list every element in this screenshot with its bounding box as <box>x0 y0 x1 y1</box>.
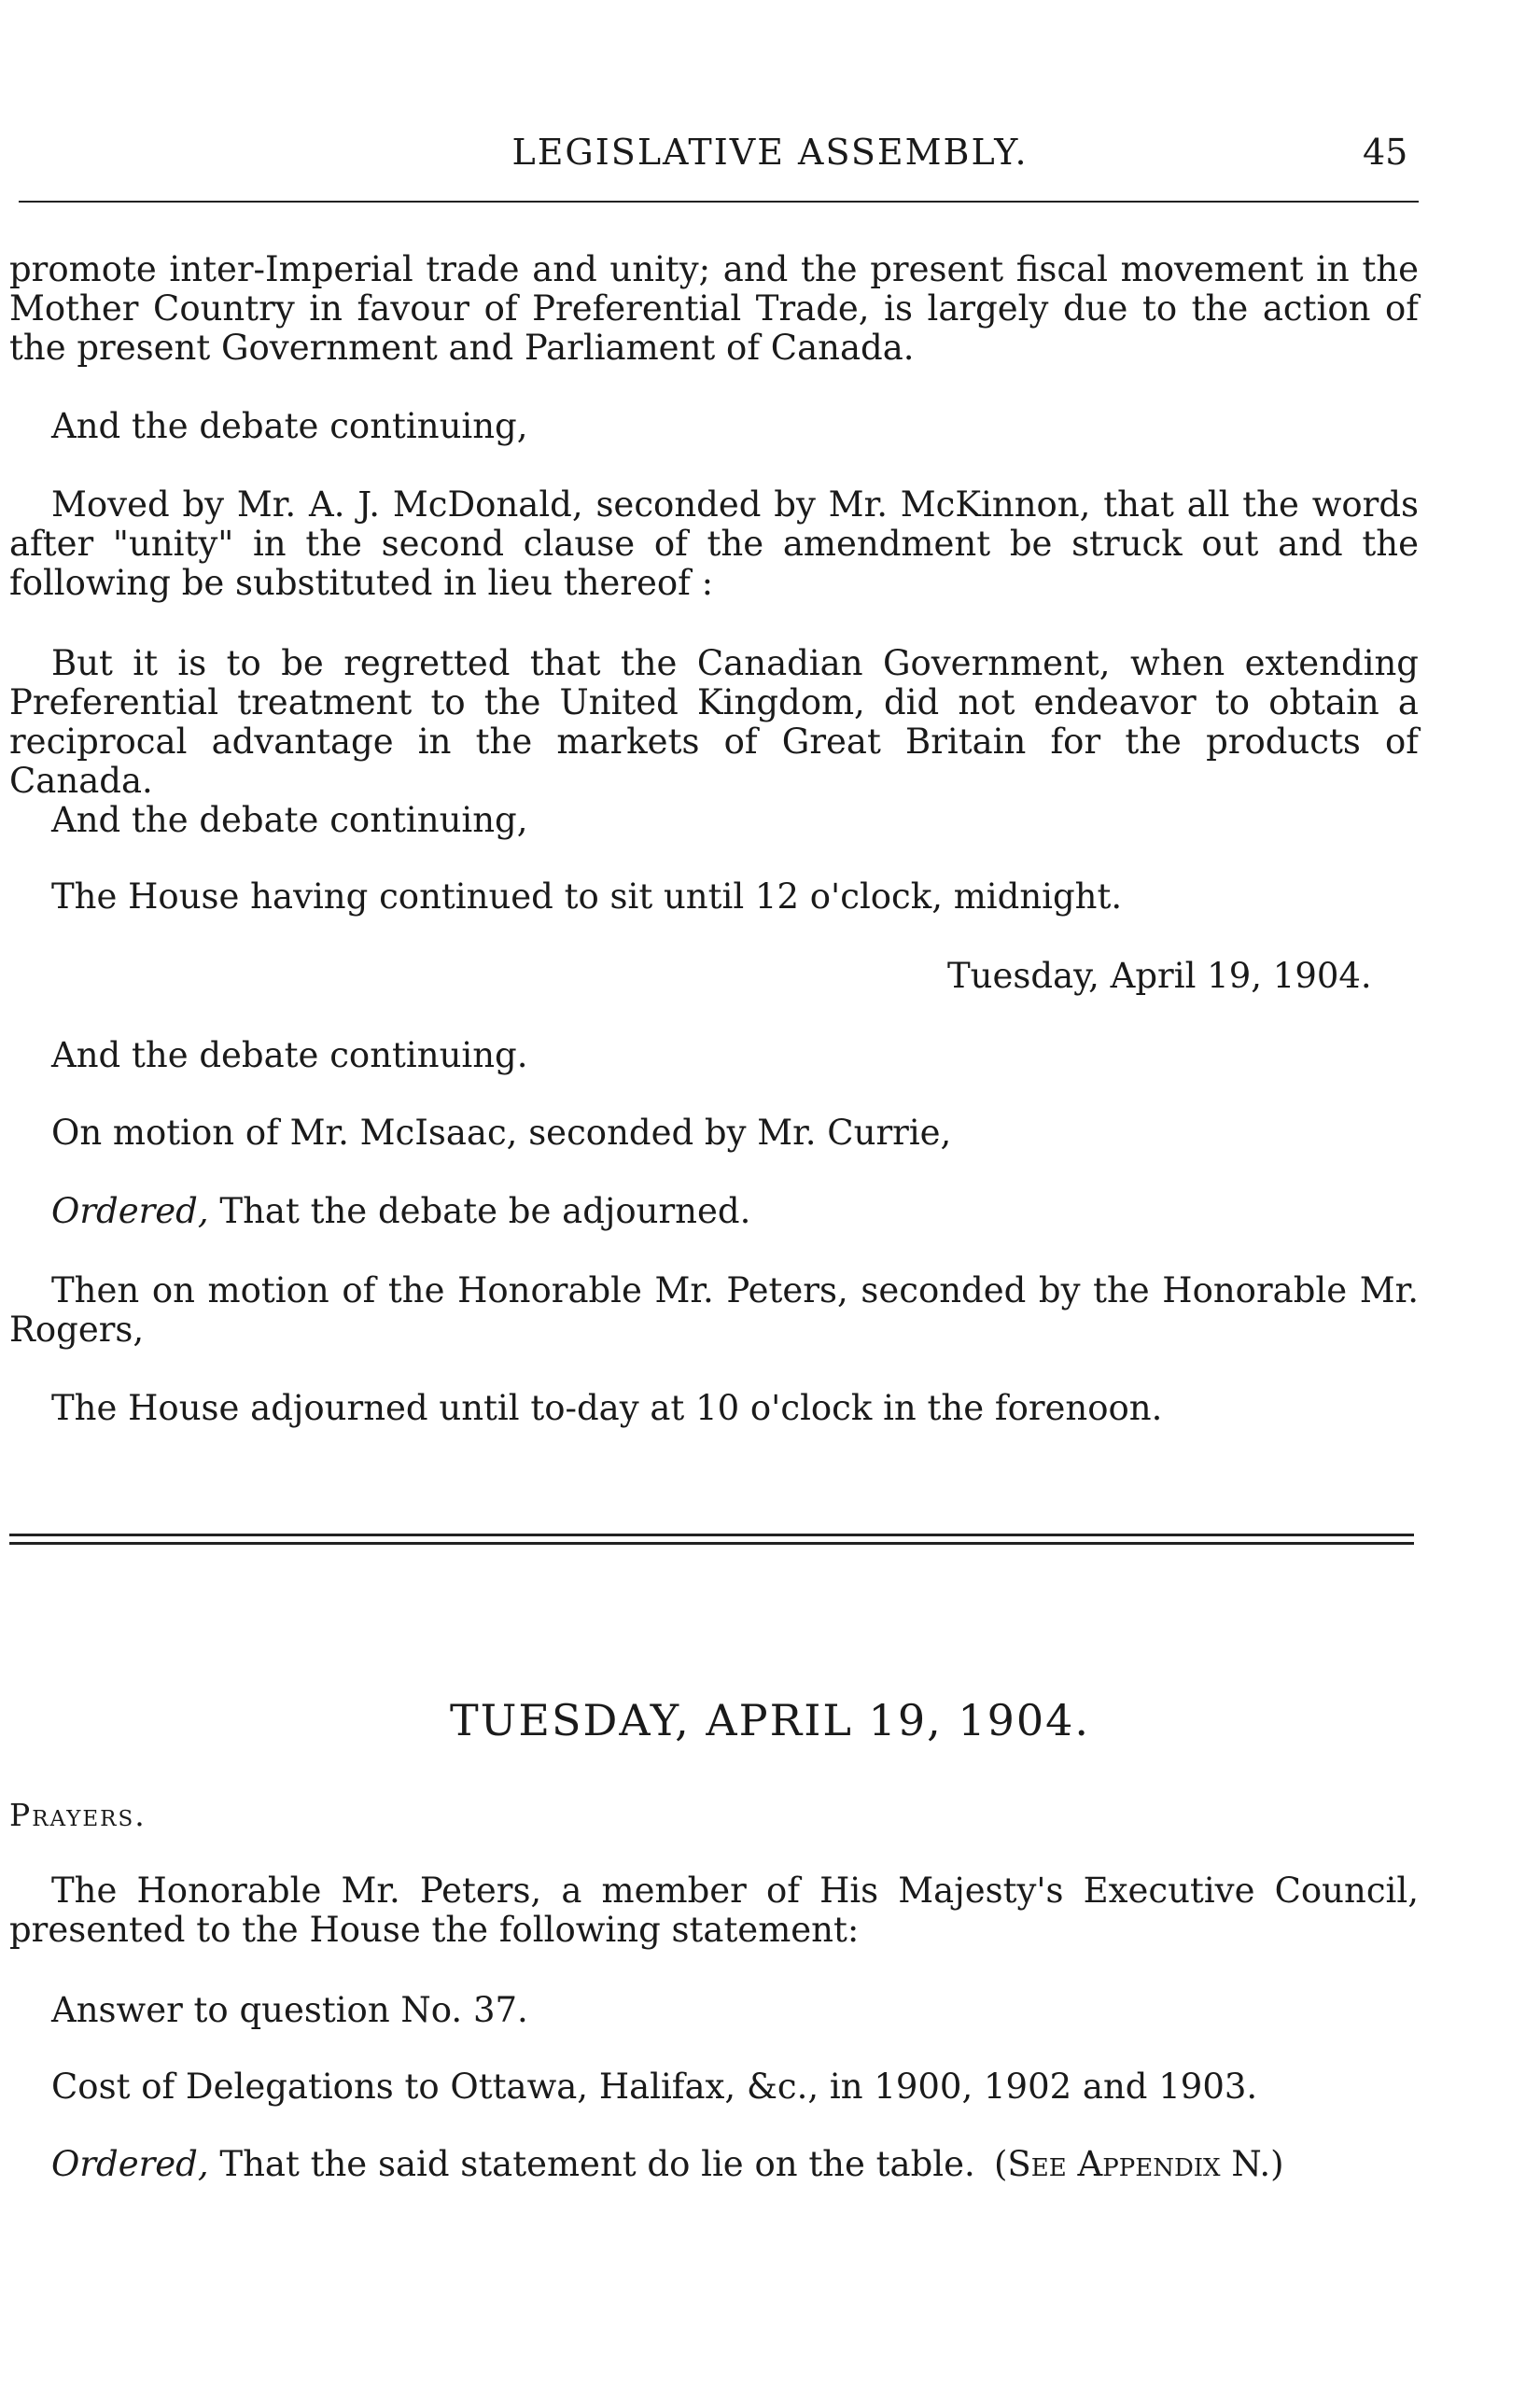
paragraph-midnight: The House having continued to sit until 12 o'clock, midnight. <box>51 876 1123 917</box>
paragraph-debate-continuing-1: And the debate continuing, <box>51 406 528 446</box>
section-title: TUESDAY, APRIL 19, 1904. <box>449 1695 1091 1745</box>
paragraph-statement-presented: The Honorable Mr. Peters, a member of His Majesty's Executive Council, presented to the House the following statement: <box>9 1871 1419 1950</box>
running-header-title: LEGISLATIVE ASSEMBLY. <box>511 132 1029 173</box>
paragraph-cost-delegations: Cost of Delegations to Ottawa, Halifax, &c., in 1900, 1902 and 1903. <box>51 2067 1258 2107</box>
section-divider-bottom <box>9 1542 1414 1545</box>
section-divider-top <box>9 1534 1414 1536</box>
paragraph-regretted: But it is to be regretted that the Canadian Government, when extending Preferential treatment to the United Kingdom, did not endeavor to obtain a reciprocal advantage in the markets of Great Britain for the products of Canada. <box>9 643 1419 801</box>
paragraph-debate-continuing-2: And the debate continuing, <box>51 800 528 840</box>
page-number: 45 <box>1363 132 1408 173</box>
prayers-heading: Prayers. <box>9 1797 147 1833</box>
ordered-label: Ordered, <box>51 1191 209 1231</box>
appendix-reference: (See Appendix N.) <box>994 2144 1284 2184</box>
paragraph-house-adjourned: The House adjourned until to-day at 10 o'clock in the forenoon. <box>51 1388 1163 1428</box>
paragraph-ordered-adjourned <box>51 1192 750 1231</box>
ordered-table-text: That the said statement do lie on the table. <box>208 2144 975 2184</box>
paragraph-motion-peters: Then on motion of the Honorable Mr. Peters, seconded by the Honorable Mr. Rogers, <box>9 1270 1419 1350</box>
ordered-label-2: Ordered, <box>51 2144 209 2184</box>
paragraph-motion-mcisaac: On motion of Mr. McIsaac, seconded by Mr. Currie, <box>51 1113 952 1153</box>
paragraph-motion-mcdonald: Moved by Mr. A. J. McDonald, seconded by Mr. McKinnon, that all the words after "unity" in the second clause of the amendment be struck out and the following be substituted in lieu thereof : <box>9 484 1419 603</box>
ordered-text: That the debate be adjourned. <box>208 1191 751 1231</box>
header-rule <box>19 201 1419 203</box>
paragraph-ordered-table <box>51 2145 975 2184</box>
date-line: Tuesday, April 19, 1904. <box>947 956 1372 996</box>
paragraph-debate-continuing-3: And the debate continuing. <box>51 1035 528 1075</box>
paragraph-answer-question: Answer to question No. 37. <box>51 1990 528 2030</box>
paragraph-amendment-end: promote inter-Imperial trade and unity; and the present fiscal movement in the Mother Country in favour of Preferential Trade, is largely due to the action of the present Government and Parliament of Canada. <box>9 249 1419 368</box>
